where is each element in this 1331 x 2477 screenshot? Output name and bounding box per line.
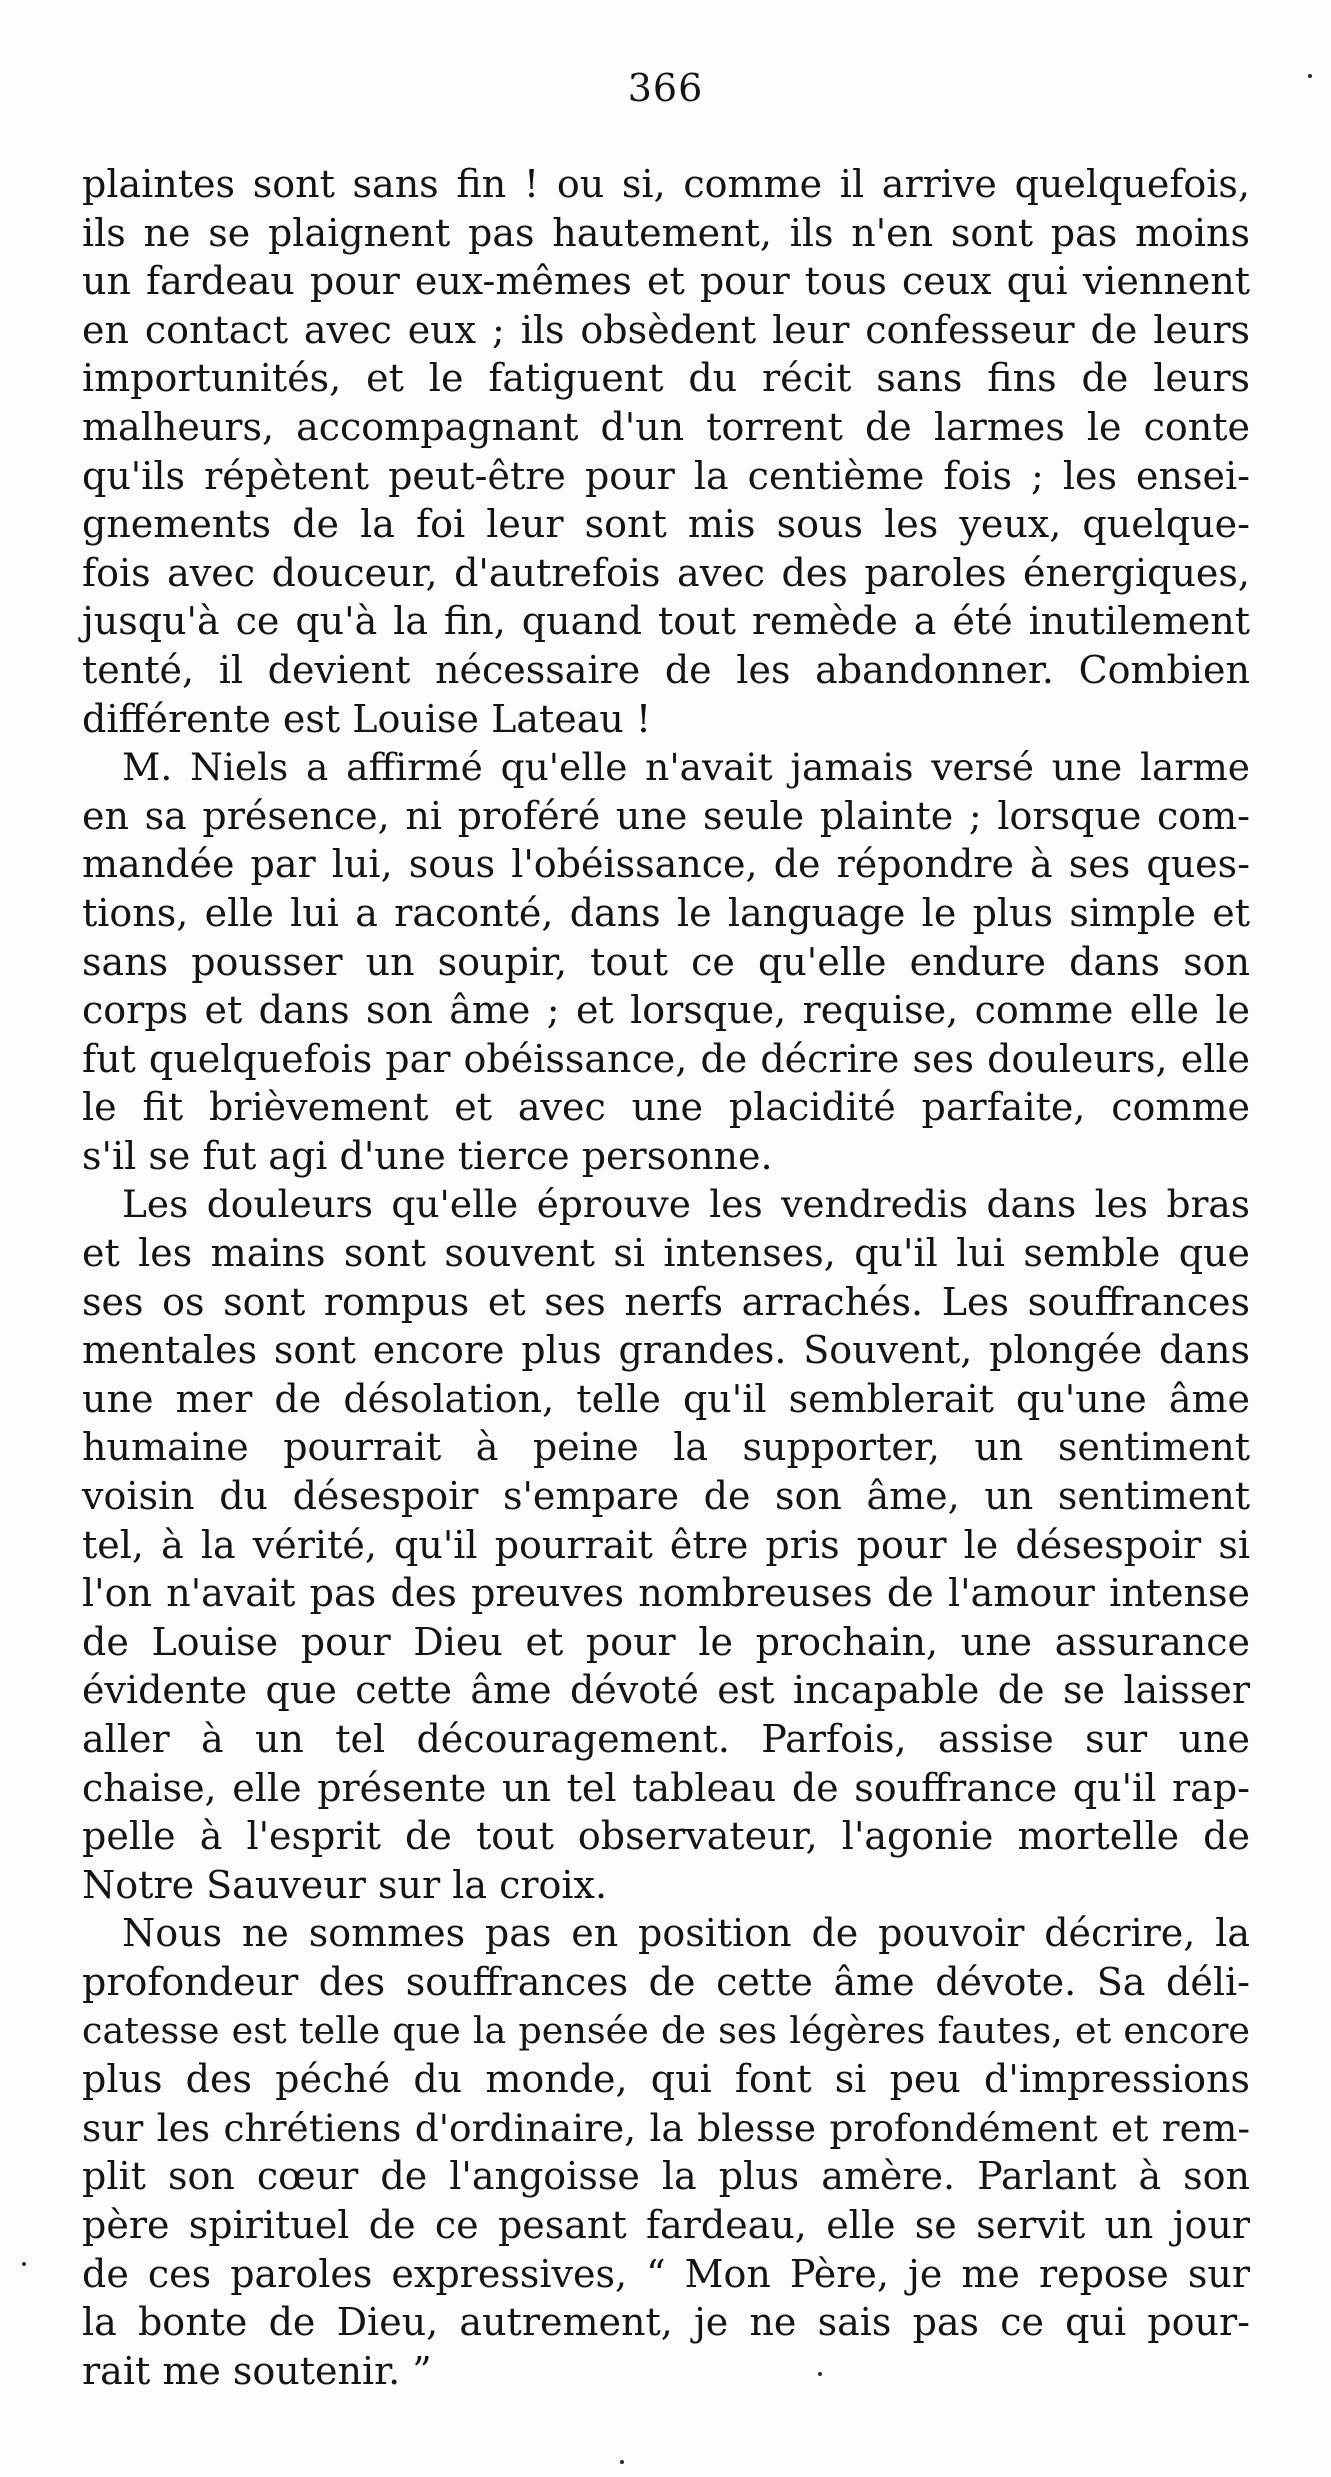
text-line: la bonte de Dieu, autrement, je ne sais pas ce qui pour- — [82, 2300, 1250, 2345]
paragraph — [82, 1909, 1250, 2395]
text-line: différente est Louise Lateau ! — [82, 696, 652, 741]
print-speck — [22, 2262, 26, 2266]
text-line: Les douleurs qu'elle éprouve les vendredis dans les bras — [122, 1182, 1250, 1227]
text-line: voisin du désespoir s'empare de son âme, un sentiment — [82, 1474, 1250, 1519]
text-line: ses os sont rompus et ses nerfs arrachés. Les souffrances — [82, 1279, 1250, 1324]
text-line: fut quelquefois par obéissance, de décrire ses douleurs, elle — [82, 1036, 1250, 1081]
text-line: humaine pourrait à peine la supporter, un sentiment — [82, 1425, 1250, 1470]
text-line: tions, elle lui a raconté, dans le language le plus simple et — [82, 890, 1250, 935]
text-line: M. Niels a affirmé qu'elle n'avait jamais versé une larme — [122, 745, 1250, 790]
text-line: de Louise pour Dieu et pour le prochain, une assurance — [82, 1619, 1250, 1664]
text-line: jusqu'à ce qu'à la fin, quand tout remède a été inutilement — [82, 599, 1250, 644]
text-line: chaise, elle présente un tel tableau de souffrance qu'il rap- — [82, 1765, 1250, 1810]
text-line: un fardeau pour eux-mêmes et pour tous ceux qui viennent — [82, 259, 1250, 304]
text-line: Nous ne sommes pas en position de pouvoir décrire, la — [122, 1911, 1250, 1956]
text-line: mandée par lui, sous l'obéissance, de répondre à ses ques- — [82, 842, 1250, 887]
text-line: malheurs, accompagnant d'un torrent de larmes le conte — [82, 404, 1250, 449]
text-line: aller à un tel découragement. Parfois, assise sur une — [82, 1717, 1250, 1761]
text-line: père spirituel de ce pesant fardeau, elle se servit un jour — [82, 2202, 1250, 2247]
text-line: ils ne se plaignent pas hautement, ils n'en sont pas moins — [82, 210, 1250, 255]
text-line: corps et dans son âme ; et lorsque, requise, comme elle le — [82, 988, 1250, 1033]
text-line: importunités, et le fatiguent du récit sans fins de leurs — [82, 356, 1250, 401]
page-number: 366 — [627, 66, 704, 110]
print-speck — [620, 2460, 624, 2464]
text-line: pelle à l'esprit de tout observateur, l'agonie mortelle de — [82, 1814, 1250, 1859]
text-line: rait me soutenir. ” — [82, 2348, 432, 2393]
text-line: évidente que cette âme dévoté est incapable de se laisser — [82, 1668, 1250, 1713]
text-line: l'on n'avait pas des preuves nombreuses de l'amour intense — [82, 1571, 1250, 1616]
text-line: et les mains sont souvent si intenses, qu'il lui semble que — [82, 1231, 1250, 1276]
text-line: de ces paroles expressives, “ Mon Père, je me repose sur — [82, 2251, 1250, 2296]
text-line: plaintes sont sans fin ! ou si, comme il arrive quelquefois, — [82, 162, 1250, 206]
text-line: mentales sont encore plus grandes. Souvent, plongée dans — [82, 1328, 1250, 1373]
text-line: plus des péché du monde, qui font si peu d'impressions — [82, 2057, 1250, 2102]
text-line: gnements de la foi leur sont mis sous les yeux, quelque- — [82, 502, 1250, 547]
text-line: sur les chrétiens d'ordinaire, la blesse profondément et rem- — [82, 2105, 1250, 2150]
text-line: catesse est telle que la pensée de ses légères fautes, et encore — [82, 2008, 1250, 2052]
text-line: tel, à la vérité, qu'il pourrait être pris pour le désespoir si — [82, 1522, 1250, 1567]
print-speck — [818, 2372, 822, 2376]
text-line: qu'ils répètent peut-être pour la centième fois ; les ensei- — [82, 453, 1250, 498]
text-line: s'il se fut agi d'une tierce personne. — [82, 1133, 773, 1178]
text-line: plit son cœur de l'angoisse la plus amère. Parlant à son — [82, 2154, 1250, 2199]
text-line: sans pousser un soupir, tout ce qu'elle endure dans son — [82, 939, 1250, 984]
text-line: une mer de désolation, telle qu'il semblerait qu'une âme — [82, 1376, 1250, 1421]
paragraph — [82, 160, 1250, 743]
text-line: profondeur des souffrances de cette âme dévote. Sa déli- — [82, 1959, 1250, 2004]
print-speck — [1308, 74, 1312, 78]
text-line: en contact avec eux ; ils obsèdent leur confesseur de leurs — [82, 307, 1250, 352]
body-text — [82, 160, 1250, 2395]
paragraph — [82, 743, 1250, 1180]
text-line: fois avec douceur, d'autrefois avec des paroles énergiques, — [82, 550, 1250, 595]
text-line: Notre Sauveur sur la croix. — [82, 1862, 608, 1907]
text-line: tenté, il devient nécessaire de les abandonner. Combien — [82, 647, 1250, 692]
paragraph — [82, 1180, 1250, 1909]
text-line: le fit brièvement et avec une placidité parfaite, comme — [82, 1085, 1250, 1130]
text-line: en sa présence, ni proféré une seule plainte ; lorsque com- — [82, 793, 1250, 838]
